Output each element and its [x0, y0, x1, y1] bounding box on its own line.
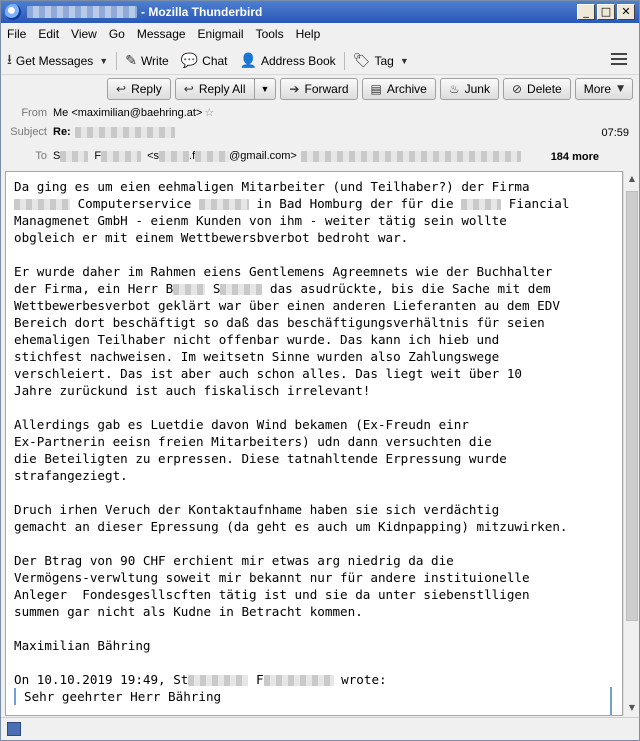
more-recipients-link[interactable]: 184 more	[550, 151, 599, 163]
quote-border	[610, 687, 612, 716]
more-label: More	[583, 82, 612, 96]
download-icon: ⭳	[7, 51, 12, 68]
tag-label: Tag	[374, 53, 394, 68]
subject-value: Re:	[53, 126, 71, 138]
get-messages-label: Get Messages	[15, 53, 94, 68]
body-paragraph-1: Da ging es um eien eehmaligen Mitarbeiter (und Teilhaber?) der Firma	[14, 179, 530, 194]
redacted-text	[173, 284, 205, 295]
to-email-mid: .f	[189, 150, 196, 162]
message-time: 07:59	[601, 127, 629, 139]
reply-label: Reply	[131, 82, 162, 96]
to-label: To	[35, 150, 47, 162]
to-email-start: <s	[147, 150, 160, 162]
forward-label: Forward	[304, 82, 349, 96]
star-icon[interactable]: ☆	[204, 107, 215, 119]
redacted-text	[461, 199, 501, 210]
to-recipient-s[interactable]: S	[53, 150, 61, 162]
write-label: Write	[140, 53, 169, 68]
chevron-down-icon[interactable]: ▼	[254, 79, 276, 99]
subject-label: Subject	[10, 126, 47, 138]
menu-file[interactable]: File	[7, 27, 27, 41]
redacted-text	[220, 284, 262, 295]
toolbar-separator	[344, 52, 345, 70]
junk-button[interactable]	[440, 78, 499, 100]
online-status-icon[interactable]	[7, 722, 21, 736]
body-paragraph-1e: Managmenet GmbH - eienm Kunden von ihm - weiter tätig sein wollte obgleich er mit einem Wettbewersbverbot bedroht war.	[14, 213, 507, 245]
menu-help[interactable]: Help	[295, 27, 321, 41]
app-menu-icon[interactable]	[611, 53, 627, 67]
scroll-thumb[interactable]	[626, 191, 638, 621]
scroll-down-icon[interactable]: ▼	[628, 703, 636, 712]
scroll-up-icon[interactable]: ▲	[628, 174, 636, 183]
chat-button[interactable]	[175, 49, 234, 73]
delete-button[interactable]	[503, 78, 571, 100]
body-paragraph-2c: das asudrückte, bis die Sache mit dem Wettbewerbesverbot geklärt war über einen anderen Lieferanten au dem EDV Bereich dort beschäftigt so daß das beschäftigungsverhältnis für seien ehemaligen Teilhaber nicht offenbar wurde. Das kann ich hieb und stichfest nachweisen. Im weitsetn Sinne wurden also Zahlungswege verschleiert. Das ist aber auch schon alles. Das liegt weit über 10 Jahre zurückund ist auch fiskalisch irrelevant!	[14, 281, 560, 398]
delete-label: Delete	[527, 82, 562, 96]
main-toolbar	[1, 47, 639, 75]
menu-enigmail[interactable]: Enigmail	[197, 27, 244, 41]
archive-button[interactable]	[362, 78, 436, 100]
from-label: From	[21, 106, 47, 119]
toolbar-separator	[116, 52, 117, 70]
from-value[interactable]: Me <maximilian@baehring.at>	[53, 106, 203, 119]
quoted-line: Sehr geehrter Herr Bähring	[24, 689, 222, 704]
no-entry-icon: ⊘	[511, 82, 523, 96]
to-row	[1, 150, 639, 162]
redacted-name	[60, 151, 88, 162]
status-bar	[1, 717, 639, 740]
menu-tools[interactable]: Tools	[255, 27, 284, 41]
redacted-email	[159, 151, 189, 162]
body-paragraph-1c: in Bad Homburg der für die	[248, 196, 462, 211]
tag-button[interactable]	[347, 49, 415, 73]
menu-go[interactable]: Go	[108, 27, 125, 41]
close-button[interactable]: ✕	[617, 4, 635, 20]
minimize-button[interactable]: _	[577, 4, 595, 20]
redacted-subject	[75, 127, 175, 138]
redacted-subject	[27, 6, 137, 18]
body-paragraph-1d: Fiancial	[501, 196, 570, 211]
window-title-text: - Mozilla Thunderbird	[141, 5, 263, 19]
redacted-text	[14, 199, 70, 210]
to-recipient-f[interactable]: F	[94, 150, 102, 162]
chevron-down-icon: ▼	[399, 55, 409, 66]
body-paragraph-4: Druch irhen Veruch der Kontaktaufnhame haben sie sich verdächtig gemacht an dieser Epressung (da geht es auch um Kidnpapping) mitzuwirken.	[14, 502, 568, 534]
body-paragraph-3: Allerdings gab es Luetdie davon Wind bekamen (Ex-Freudn einr Ex-Partnerin eeisn freien Mitarbeiters) udn dann versuchten die die Beteiligten zu erpressen. Diese tatnahltende Erpressung wurde strafangeziegt.	[14, 417, 507, 483]
body-paragraph-1b: Computerservice	[70, 196, 199, 211]
to-email-domain: @gmail.com>	[229, 150, 297, 162]
reply-all-icon: ↩	[183, 82, 194, 96]
forward-button[interactable]	[280, 78, 357, 100]
archive-icon: ▤	[370, 82, 382, 96]
message-header	[1, 76, 639, 171]
reply-icon: ↩	[116, 82, 127, 96]
from-row	[1, 106, 214, 119]
redacted-name	[101, 151, 141, 162]
quoted-message	[14, 688, 614, 705]
maximize-button[interactable]: □	[597, 4, 615, 20]
redacted-email	[195, 151, 229, 162]
quote-intro-b: F	[248, 672, 264, 687]
body-paragraph-5: Der Btrag von 90 CHF erchient mir etwas arg niedrig da die Vermögens-verwltung soweit mir bekannt nur für andere instituionelle Anleger Fondesgesllscften tätig ist und sie da unter siebenstlligen summen gar nicht als Kudne in Betracht kommen.	[14, 553, 530, 619]
flame-icon: ♨	[448, 82, 460, 96]
quote-intro: On 10.10.2019 19:49, St	[14, 672, 189, 687]
menu-edit[interactable]: Edit	[38, 27, 60, 41]
chevron-down-icon: ▼	[617, 84, 624, 94]
forward-icon: ➔	[289, 82, 300, 96]
chat-bubble-icon: 💬	[180, 52, 199, 69]
person-icon: 👤	[239, 52, 257, 69]
chevron-down-icon[interactable]: ▼	[99, 55, 109, 66]
signature: Maximilian Bähring	[14, 638, 151, 653]
junk-label: Junk	[464, 82, 490, 96]
more-button[interactable]	[575, 78, 633, 100]
menu-message[interactable]: Message	[136, 27, 186, 41]
archive-label: Archive	[386, 82, 427, 96]
window-title	[27, 5, 262, 19]
body-paragraph-2b: S	[205, 281, 221, 296]
window-controls	[577, 4, 635, 20]
menu-bar	[1, 23, 639, 45]
body-paragraph-2a: Er wurde daher im Rahmen eiens Gentlemens Agreemnets wie der Buchhalter der Firma, ein Herr B	[14, 264, 553, 296]
redacted-recipients	[301, 151, 521, 162]
address-book-button[interactable]	[234, 49, 342, 73]
message-actions	[107, 78, 633, 100]
tag-icon: 🏷	[352, 52, 371, 69]
body-scrollbar[interactable]	[623, 171, 639, 716]
quote-intro-c: wrote:	[333, 672, 387, 687]
reply-all-label: Reply All	[198, 82, 246, 96]
subject-row	[1, 126, 175, 138]
message-text	[6, 172, 622, 711]
menu-view[interactable]: View	[71, 27, 97, 41]
redacted-text	[264, 675, 334, 686]
chat-label: Chat	[202, 53, 228, 68]
redacted-text	[188, 675, 248, 686]
reply-button[interactable]	[107, 78, 171, 100]
message-body	[5, 171, 623, 716]
pencil-icon: ✎	[125, 52, 137, 69]
title-bar	[1, 1, 639, 23]
thunderbird-logo-icon	[5, 4, 21, 20]
reply-all-button[interactable]	[175, 78, 277, 100]
redacted-text	[199, 199, 249, 210]
write-button[interactable]	[119, 49, 175, 73]
address-book-label: Address Book	[260, 53, 336, 68]
get-messages-button[interactable]	[1, 49, 114, 73]
